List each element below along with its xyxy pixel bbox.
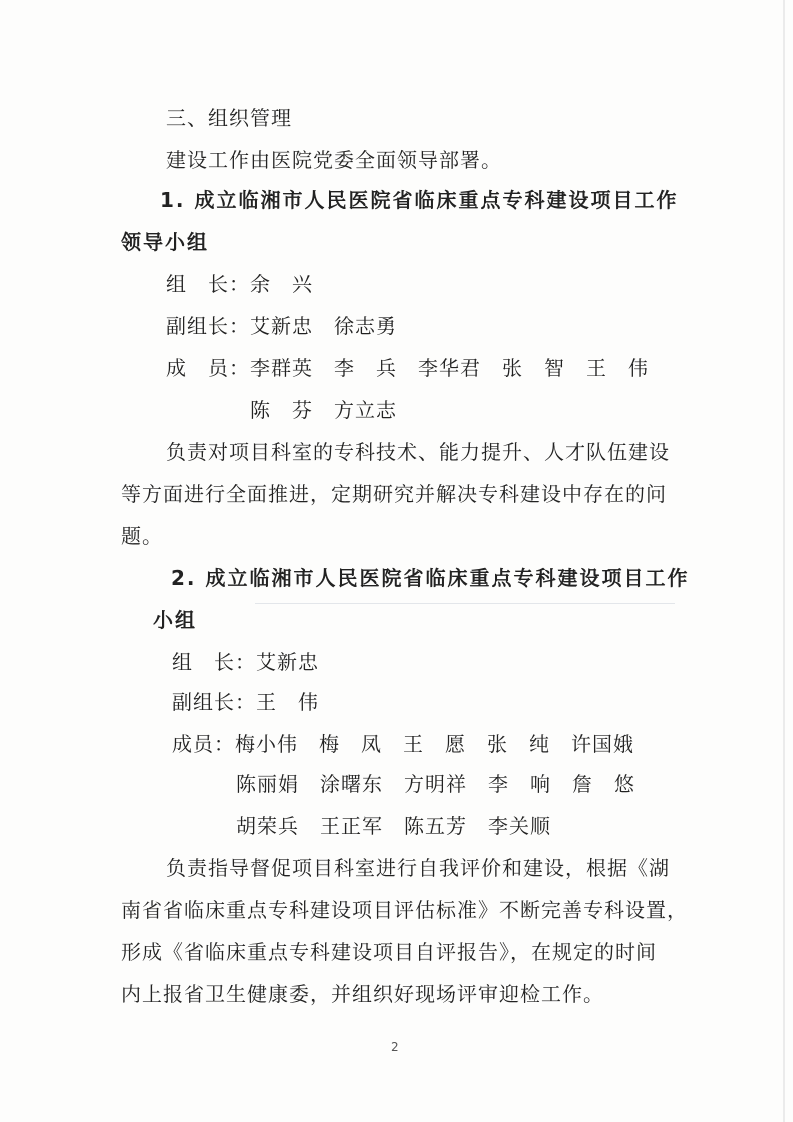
- group1-deputy: 副组长：艾新忠 徐志勇: [166, 314, 397, 338]
- group2-title-line1: 2. 成立临湘市人民医院省临床重点专科建设项目工作: [171, 566, 690, 590]
- group2-leader: 组 长：艾新忠: [172, 650, 319, 674]
- group1-title-line2: 领导小组: [121, 230, 209, 254]
- group1-duty-line1: 负责对项目科室的专科技术、能力提升、人才队伍建设: [166, 440, 670, 464]
- section-heading: 三、组织管理: [166, 106, 292, 130]
- group2-duty-line4: 内上报省卫生健康委，并组织好现场评审迎检工作。: [121, 982, 604, 1006]
- page-number: 2: [391, 1040, 399, 1054]
- scan-edge-mark: [783, 0, 785, 1122]
- group2-deputy: 副组长：王 伟: [172, 690, 319, 714]
- group1-leader: 组 长：余 兴: [166, 272, 313, 296]
- group2-title-line2: 小组: [153, 608, 197, 632]
- group1-title-line1: 1. 成立临湘市人民医院省临床重点专科建设项目工作: [160, 188, 679, 212]
- group2-duty-line1: 负责指导督促项目科室进行自我评价和建设，根据《湖: [166, 856, 670, 880]
- group2-duty-line3: 形成《省临床重点专科建设项目自评报告》，在规定的时间: [121, 940, 657, 964]
- scan-faint-rule: [255, 603, 675, 604]
- group1-duty-line2: 等方面进行全面推进，定期研究并解决专科建设中存在的问: [121, 482, 667, 506]
- group2-members-line1: 成员：梅小伟 梅 凤 王 愿 张 纯 许国娥: [172, 732, 634, 756]
- group1-duty-line3: 题。: [121, 524, 163, 548]
- group1-members-line1: 成 员：李群英 李 兵 李华君 张 智 王 伟: [166, 356, 649, 380]
- group1-members-line2: 陈 芬 方立志: [250, 398, 397, 422]
- group2-duty-line2: 南省省临床重点专科建设项目评估标准》不断完善专科设置，: [121, 898, 688, 922]
- group2-members-line3: 胡荣兵 王正军 陈五芳 李关顺: [236, 814, 551, 838]
- intro-paragraph: 建设工作由医院党委全面领导部署。: [166, 148, 502, 172]
- group2-members-line2: 陈丽娟 涂曙东 方明祥 李 响 詹 悠: [236, 772, 635, 796]
